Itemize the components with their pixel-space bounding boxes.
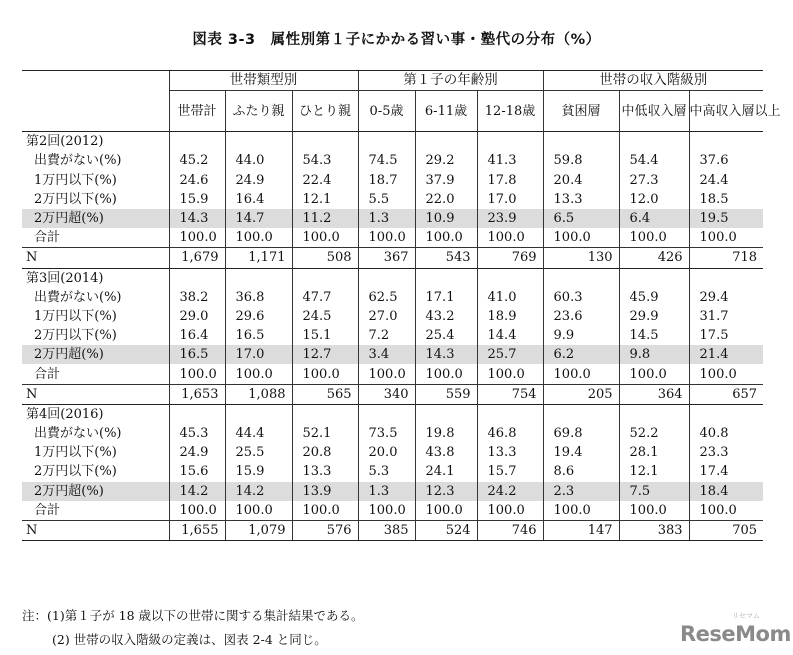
empty-cell [543, 132, 619, 152]
table-row [22, 501, 763, 521]
table-cell: 25.5 [225, 443, 292, 462]
header-corner [22, 71, 169, 132]
empty-cell [169, 404, 225, 424]
table-cell: 16.5 [225, 326, 292, 345]
row-label: 2万円以下(%) [34, 191, 117, 207]
sample-size-row [22, 520, 763, 540]
row-label: 合計 [34, 366, 61, 382]
table-cell: 41.3 [477, 151, 543, 170]
column-header: 世帯計 [169, 91, 225, 132]
table-cell: 6.4 [619, 209, 689, 228]
table-cell: 100.0 [358, 228, 415, 248]
table-cell: 41.0 [477, 288, 543, 307]
table-row [22, 190, 763, 209]
table-row [22, 209, 763, 228]
table-cell: 543 [415, 248, 477, 268]
table-cell: 24.6 [169, 171, 225, 190]
table-cell: 52.2 [619, 424, 689, 443]
table-cell: 100.0 [477, 501, 543, 521]
table-cell: 7.5 [619, 482, 689, 501]
table-cell: 18.7 [358, 171, 415, 190]
table-cell: 100.0 [415, 501, 477, 521]
table-cell: 11.2 [292, 209, 358, 228]
sample-size-row [22, 384, 763, 404]
table-cell: 20.4 [543, 171, 619, 190]
table-cell: 100.0 [292, 364, 358, 384]
table-cell: 100.0 [415, 228, 477, 248]
table-cell: 2.3 [543, 482, 619, 501]
empty-cell [292, 132, 358, 152]
table-row [22, 307, 763, 326]
table-cell: 14.4 [477, 326, 543, 345]
table-cell: 29.4 [689, 288, 763, 307]
table-cell: 100.0 [619, 501, 689, 521]
table-cell: 100.0 [169, 228, 225, 248]
table-cell: 1.3 [358, 482, 415, 501]
table-cell: 1,088 [225, 384, 292, 404]
table-cell: 31.7 [689, 307, 763, 326]
empty-cell [415, 132, 477, 152]
empty-cell [225, 268, 292, 288]
table-cell: 27.3 [619, 171, 689, 190]
empty-cell [358, 404, 415, 424]
table-cell: 45.3 [169, 424, 225, 443]
empty-cell [225, 404, 292, 424]
table-cell: 25.7 [477, 345, 543, 364]
row-label: 2万円超(%) [22, 209, 169, 228]
table-cell: 29.6 [225, 307, 292, 326]
table-cell: 44.0 [225, 151, 292, 170]
table-cell: 24.9 [169, 443, 225, 462]
table-cell: 20.0 [358, 443, 415, 462]
table-cell: 20.8 [292, 443, 358, 462]
table-cell: 100.0 [358, 364, 415, 384]
table-cell: 100.0 [477, 364, 543, 384]
table-cell: 100.0 [415, 364, 477, 384]
row-label: 2万円超(%) [22, 482, 169, 501]
sample-size-row [22, 248, 763, 268]
table-cell: 1,171 [225, 248, 292, 268]
table-cell: 19.5 [689, 209, 763, 228]
logo-subtext: リセマム [732, 612, 760, 620]
empty-cell [689, 404, 763, 424]
table-cell: 14.2 [169, 482, 225, 501]
table-cell: 15.6 [169, 462, 225, 481]
table-cell: 37.6 [689, 151, 763, 170]
row-label: 1万円以下(%) [34, 172, 117, 188]
row-label: N [22, 520, 169, 540]
table-cell: 22.4 [292, 171, 358, 190]
table-row [22, 228, 763, 248]
column-header: ふたり親 [225, 91, 292, 132]
row-label: N [22, 384, 169, 404]
table-cell: 100.0 [689, 501, 763, 521]
table-cell: 24.9 [225, 171, 292, 190]
table-cell: 17.4 [689, 462, 763, 481]
table-cell: 100.0 [225, 228, 292, 248]
table-cell: 100.0 [689, 228, 763, 248]
column-header: 中低収入層 [619, 91, 689, 132]
table-cell: 746 [477, 520, 543, 540]
table-cell: 130 [543, 248, 619, 268]
table-row [22, 288, 763, 307]
table-cell: 36.8 [225, 288, 292, 307]
data-table [22, 70, 781, 541]
empty-cell [543, 404, 619, 424]
table-cell: 13.3 [477, 443, 543, 462]
table-cell: 25.4 [415, 326, 477, 345]
table-cell: 18.9 [477, 307, 543, 326]
table-cell: 19.4 [543, 443, 619, 462]
table-cell: 21.4 [689, 345, 763, 364]
table-cell: 14.2 [225, 482, 292, 501]
table-cell: 38.2 [169, 288, 225, 307]
row-label: 2万円以下(%) [34, 328, 117, 344]
table-cell: 60.3 [543, 288, 619, 307]
table-cell: 24.5 [292, 307, 358, 326]
table-cell: 1.3 [358, 209, 415, 228]
section-label: 第2回(2012) [22, 132, 169, 152]
table-cell: 508 [292, 248, 358, 268]
row-label: 合計 [34, 230, 61, 246]
row-label: 1万円以下(%) [34, 308, 117, 324]
table-cell: 73.5 [358, 424, 415, 443]
table-row [22, 326, 763, 345]
figure-title: 図表 3-3 属性別第１子にかかる習い事・塾代の分布（%） [192, 32, 601, 48]
table-cell: 45.2 [169, 151, 225, 170]
empty-cell [169, 132, 225, 152]
table-cell: 29.0 [169, 307, 225, 326]
table-cell: 29.9 [619, 307, 689, 326]
table-cell: 23.3 [689, 443, 763, 462]
table-cell: 9.9 [543, 326, 619, 345]
table-cell: 769 [477, 248, 543, 268]
note-1: 注：(1)第１子が 18 歳以下の世帯に関する集計結果である。 [22, 608, 364, 623]
table-cell: 40.8 [689, 424, 763, 443]
column-header: 中高収入層以上 [689, 91, 763, 132]
table-cell: 1,079 [225, 520, 292, 540]
empty-cell [543, 268, 619, 288]
empty-cell [225, 132, 292, 152]
empty-cell [169, 268, 225, 288]
table-cell: 100.0 [543, 228, 619, 248]
table-cell: 17.1 [415, 288, 477, 307]
table-cell: 565 [292, 384, 358, 404]
table-cell: 5.3 [358, 462, 415, 481]
table-cell: 100.0 [292, 501, 358, 521]
empty-cell [689, 268, 763, 288]
note-2: (2) 世帯の収入階級の定義は、図表 2-4 と同じ。 [52, 632, 327, 647]
table-cell: 74.5 [358, 151, 415, 170]
table-cell: 15.1 [292, 326, 358, 345]
table-cell: 718 [689, 248, 763, 268]
empty-cell [415, 268, 477, 288]
table-row [22, 462, 763, 481]
table-cell: 383 [619, 520, 689, 540]
table-cell: 43.2 [415, 307, 477, 326]
table-cell: 16.4 [225, 190, 292, 209]
table-cell: 12.1 [619, 462, 689, 481]
table-cell: 147 [543, 520, 619, 540]
row-label: 2万円超(%) [22, 345, 169, 364]
group-header-row [22, 71, 763, 91]
section-label: 第4回(2016) [22, 404, 169, 424]
table-cell: 657 [689, 384, 763, 404]
table-cell: 22.0 [415, 190, 477, 209]
table-cell: 17.0 [477, 190, 543, 209]
table-cell: 19.8 [415, 424, 477, 443]
table-cell: 576 [292, 520, 358, 540]
table-cell: 3.4 [358, 345, 415, 364]
row-label: 出費がない(%) [34, 426, 122, 442]
table-row [22, 151, 763, 170]
row-label: 出費がない(%) [34, 153, 122, 169]
table-cell: 14.3 [169, 209, 225, 228]
table-cell: 100.0 [543, 364, 619, 384]
table-cell: 100.0 [225, 501, 292, 521]
table-cell: 367 [358, 248, 415, 268]
table-cell: 45.9 [619, 288, 689, 307]
empty-cell [292, 404, 358, 424]
table-row [22, 443, 763, 462]
table-cell: 1,679 [169, 248, 225, 268]
table-cell: 205 [543, 384, 619, 404]
column-header: 6-11歳 [415, 91, 477, 132]
table-cell: 12.7 [292, 345, 358, 364]
table-row [22, 171, 763, 190]
row-label: 出費がない(%) [34, 289, 122, 305]
table-cell: 100.0 [619, 364, 689, 384]
table-cell: 13.3 [543, 190, 619, 209]
table-row [22, 345, 763, 364]
table-cell: 385 [358, 520, 415, 540]
row-label: 合計 [34, 502, 61, 518]
table-cell: 6.5 [543, 209, 619, 228]
empty-cell [477, 268, 543, 288]
table-cell: 12.0 [619, 190, 689, 209]
table-cell: 17.0 [225, 345, 292, 364]
table-cell: 14.3 [415, 345, 477, 364]
table-cell: 43.8 [415, 443, 477, 462]
table-cell: 1,653 [169, 384, 225, 404]
table-cell: 12.3 [415, 482, 477, 501]
table-cell: 14.5 [619, 326, 689, 345]
table-cell: 16.4 [169, 326, 225, 345]
table-cell: 12.1 [292, 190, 358, 209]
table-cell: 17.8 [477, 171, 543, 190]
row-label: 1万円以下(%) [34, 445, 117, 461]
table-cell: 8.6 [543, 462, 619, 481]
table-cell: 17.5 [689, 326, 763, 345]
table-cell: 1,655 [169, 520, 225, 540]
table-cell: 100.0 [619, 228, 689, 248]
table-cell: 24.1 [415, 462, 477, 481]
table-cell: 44.4 [225, 424, 292, 443]
section-label: 第3回(2014) [22, 268, 169, 288]
table-cell: 15.9 [169, 190, 225, 209]
table-cell: 5.5 [358, 190, 415, 209]
table-cell: 524 [415, 520, 477, 540]
table-cell: 54.3 [292, 151, 358, 170]
empty-cell [358, 132, 415, 152]
table-cell: 14.7 [225, 209, 292, 228]
empty-cell [415, 404, 477, 424]
table-cell: 23.6 [543, 307, 619, 326]
table-cell: 100.0 [477, 228, 543, 248]
table-cell: 13.9 [292, 482, 358, 501]
group-child-age: 第１子の年齢別 [358, 71, 543, 91]
table-cell: 54.4 [619, 151, 689, 170]
table-cell: 15.7 [477, 462, 543, 481]
section-header-row [22, 404, 763, 424]
column-header: ひとり親 [292, 91, 358, 132]
table-cell: 59.8 [543, 151, 619, 170]
empty-cell [619, 268, 689, 288]
table-row [22, 364, 763, 384]
table-row [22, 482, 763, 501]
table-cell: 24.2 [477, 482, 543, 501]
table-cell: 426 [619, 248, 689, 268]
section-header-row [22, 132, 763, 152]
empty-cell [689, 132, 763, 152]
column-header: 0-5歳 [358, 91, 415, 132]
empty-cell [619, 404, 689, 424]
table-cell: 100.0 [358, 501, 415, 521]
table-cell: 24.4 [689, 171, 763, 190]
group-household-type: 世帯類型別 [169, 71, 358, 91]
resemom-logo: ReseMom [680, 622, 791, 646]
table-cell: 46.8 [477, 424, 543, 443]
table-cell: 18.5 [689, 190, 763, 209]
table-cell: 23.9 [477, 209, 543, 228]
table-cell: 15.9 [225, 462, 292, 481]
table-cell: 705 [689, 520, 763, 540]
table-cell: 47.7 [292, 288, 358, 307]
group-income-class: 世帯の収入階級別 [543, 71, 763, 91]
empty-cell [477, 404, 543, 424]
table-cell: 100.0 [689, 364, 763, 384]
table-cell: 29.2 [415, 151, 477, 170]
table-cell: 364 [619, 384, 689, 404]
table-cell: 10.9 [415, 209, 477, 228]
empty-cell [358, 268, 415, 288]
column-header: 12-18歳 [477, 91, 543, 132]
table-cell: 100.0 [169, 364, 225, 384]
table-cell: 27.0 [358, 307, 415, 326]
table-cell: 559 [415, 384, 477, 404]
table-row [22, 424, 763, 443]
table-cell: 340 [358, 384, 415, 404]
table-cell: 100.0 [169, 501, 225, 521]
table-cell: 16.5 [169, 345, 225, 364]
table-cell: 6.2 [543, 345, 619, 364]
row-label: 2万円以下(%) [34, 464, 117, 480]
section-header-row [22, 268, 763, 288]
empty-cell [619, 132, 689, 152]
table-cell: 52.1 [292, 424, 358, 443]
table-cell: 7.2 [358, 326, 415, 345]
column-header: 貧困層 [543, 91, 619, 132]
table-cell: 13.3 [292, 462, 358, 481]
table-cell: 28.1 [619, 443, 689, 462]
table-cell: 754 [477, 384, 543, 404]
table-cell: 62.5 [358, 288, 415, 307]
table-cell: 37.9 [415, 171, 477, 190]
table-cell: 9.8 [619, 345, 689, 364]
table-cell: 18.4 [689, 482, 763, 501]
table-cell: 100.0 [225, 364, 292, 384]
empty-cell [292, 268, 358, 288]
row-label: N [22, 248, 169, 268]
table-body [22, 132, 763, 541]
table-cell: 100.0 [543, 501, 619, 521]
table-cell: 69.8 [543, 424, 619, 443]
table-cell: 100.0 [292, 228, 358, 248]
empty-cell [477, 132, 543, 152]
